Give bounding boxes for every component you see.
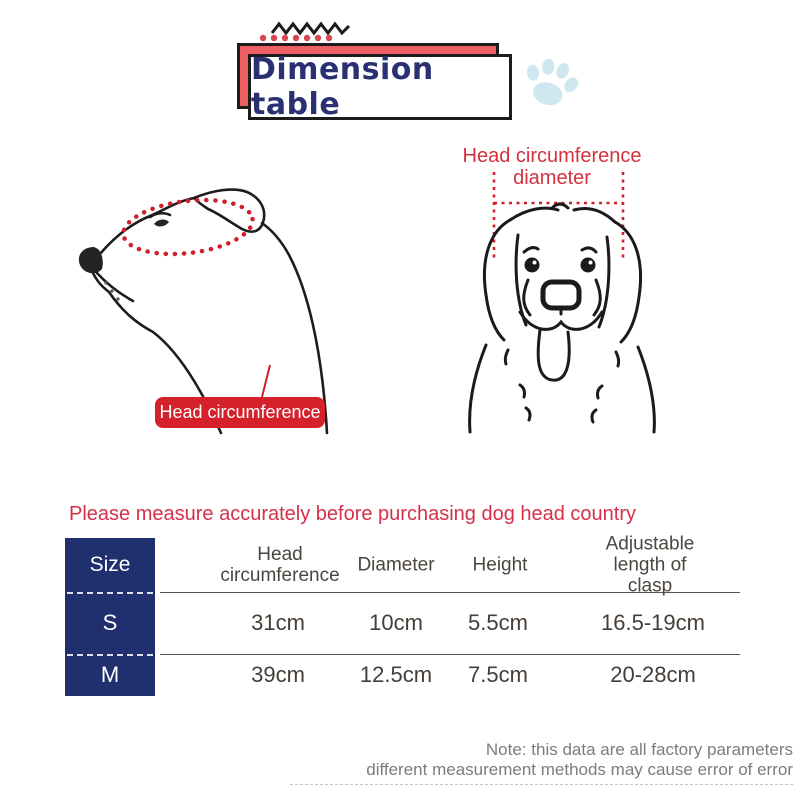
head-circumference-dotted-loop — [120, 193, 255, 260]
cell-s-height: 5.5cm — [468, 610, 528, 635]
size-cell-s: S — [102, 610, 118, 635]
cell-m-adjustable: 20-28cm — [610, 662, 696, 687]
factory-note-line1: Note: this data are all factory parameters — [485, 740, 793, 759]
head-circumference-label-text: Head circumference — [159, 402, 321, 422]
factory-note-line2: different measurement methods may cause error of error — [366, 760, 793, 779]
label-leader-line — [262, 365, 270, 397]
cell-m-height: 7.5cm — [468, 662, 528, 687]
cell-s-diameter: 10cm — [369, 610, 423, 635]
column-header-adjustable: Adjustable length of clasp — [605, 533, 695, 597]
cell-s-adjustable: 16.5-19cm — [601, 610, 705, 635]
cell-m-head-circumference: 39cm — [251, 662, 305, 687]
diameter-caption-line1: Head circumference — [462, 145, 642, 167]
head-circumference-label — [155, 397, 325, 428]
measure-notice: Please measure accurately before purchasing dog head country — [69, 503, 637, 525]
paw-print-icon — [518, 56, 582, 112]
column-header-head-circumference: Head circumference — [220, 544, 340, 586]
dimension-table — [65, 533, 740, 698]
zigzag-decoration-icon — [258, 16, 358, 44]
cell-s-head-circumference: 31cm — [251, 610, 305, 635]
diameter-caption-line2: diameter — [513, 167, 591, 189]
size-cell-m: M — [100, 662, 120, 687]
dog-front-illustration — [440, 160, 690, 460]
page-title: Dimension table — [251, 52, 434, 122]
size-column — [65, 538, 155, 696]
column-header-diameter: Diameter — [357, 554, 435, 576]
factory-note — [290, 740, 793, 785]
cell-m-diameter: 12.5cm — [359, 662, 433, 687]
title-box — [248, 54, 512, 120]
column-header-height: Height — [472, 554, 528, 576]
table-rule — [160, 654, 740, 655]
size-column-divider — [67, 654, 153, 656]
size-header-cell: Size — [89, 553, 131, 576]
size-column-divider — [67, 592, 153, 594]
